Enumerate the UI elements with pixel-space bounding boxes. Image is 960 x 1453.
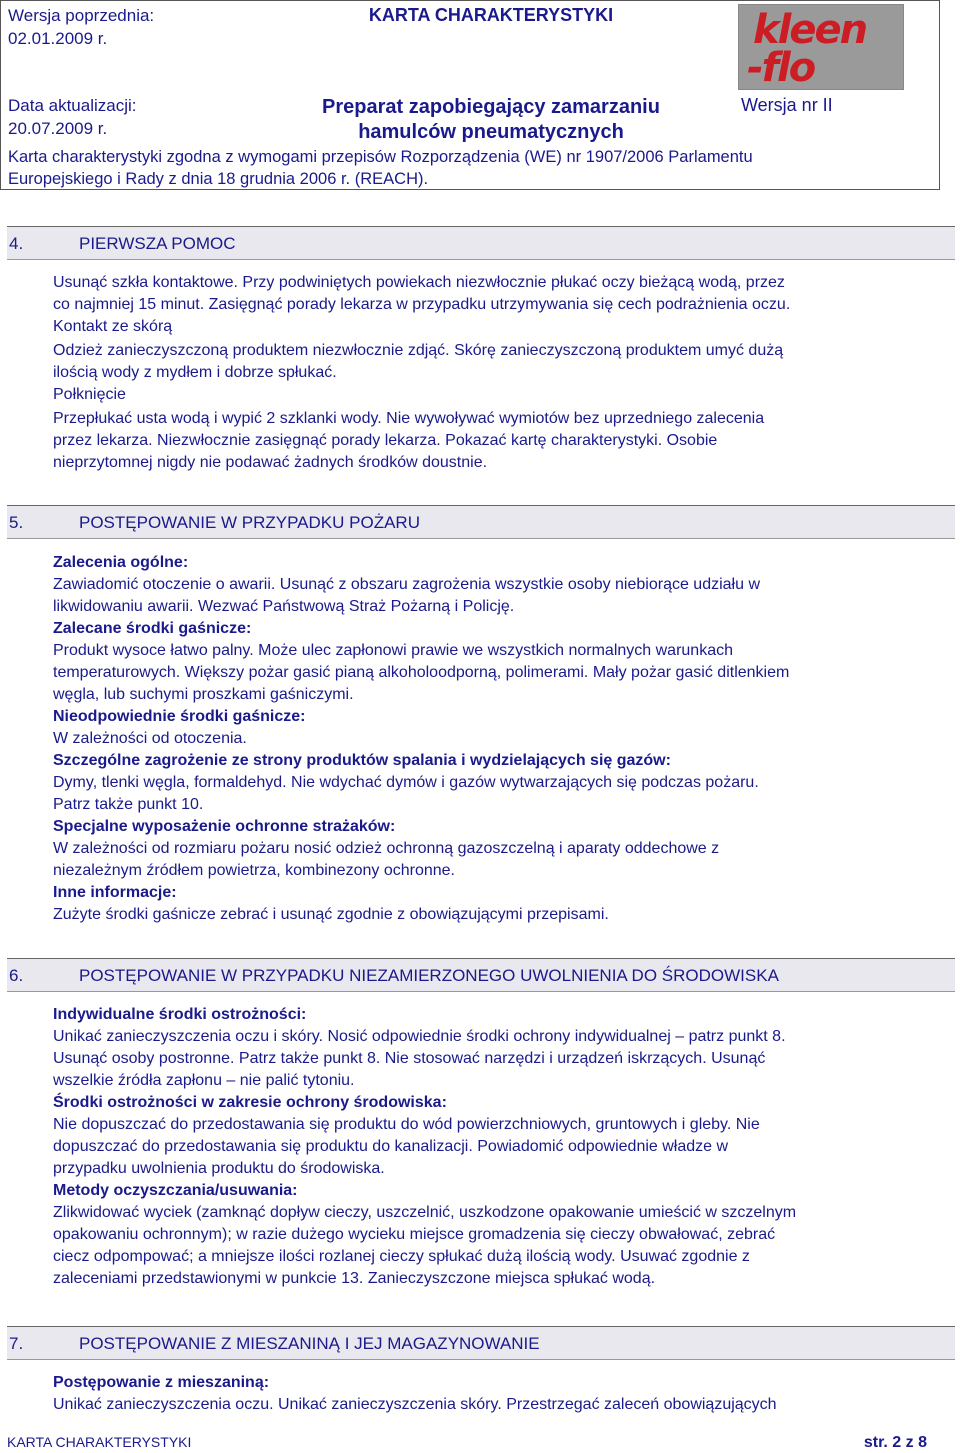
other-information-title: Inne informacje:	[53, 884, 177, 901]
section-7-title: POSTĘPOWANIE Z MIESZANINĄ I JEJ MAGAZYNOWANIE	[79, 1334, 540, 1353]
version-number: Wersja nr II	[741, 95, 833, 115]
paragraph-line: ciecz odpompować; a mniejsze ilości rozlanej cieczy spłukać dużą ilością wody. Usuwać zgodnie z	[53, 1248, 750, 1265]
paragraph-line: Zawiadomić otoczenie o awarii. Usunąć z obszaru zagrożenia wszystkie osoby niebiorące udziału w	[53, 576, 761, 593]
paragraph-line: temperaturowych. Większy pożar gasić pianą alkoholoodporną, polimerami. Mały pożar gasić ditlenkiem	[53, 664, 790, 681]
general-recommendations-title: Zalecenia ogólne:	[53, 554, 189, 571]
paragraph-line: Unikać zanieczyszczenia oczu. Unikać zanieczyszczenia skóry. Przestrzegać zaleceń obowiązujących	[53, 1396, 777, 1413]
cleanup-methods-title: Metody oczyszczania/usuwania:	[53, 1182, 298, 1199]
updated-date: 20.07.2009 r.	[8, 119, 108, 138]
compliance-line-2: Europejskiego i Rady z dnia 18 grudnia 2006 r. (REACH).	[8, 170, 429, 188]
logo-line-2: -flo	[747, 45, 815, 91]
kleen-flo-logo	[738, 4, 904, 90]
paragraph-line: Przepłukać usta wodą i wypić 2 szklanki wody. Nie wywoływać wymiotów bez uprzedniego zalecenia	[53, 410, 765, 427]
section-5-title: POSTĘPOWANIE W PRZYPADKU POŻARU	[79, 513, 420, 532]
document-header	[0, 0, 940, 190]
environmental-precautions-title: Środki ostrożności w zakresie ochrony środowiska:	[53, 1094, 447, 1111]
prev-version-date: 02.01.2009 r.	[8, 29, 108, 48]
paragraph-line: W zależności od otoczenia.	[53, 730, 247, 747]
paragraph-line: zaleceniami przedstawionymi w punkcie 13. Zanieczyszczone miejsca spłukać wodą.	[53, 1270, 656, 1287]
section-6-header	[7, 958, 955, 992]
section-7-number: 7.	[9, 1334, 24, 1353]
section-7-body	[53, 1372, 943, 1416]
handling-title: Postępowanie z mieszaniną:	[53, 1374, 270, 1391]
paragraph-line: likwidowaniu awarii. Wezwać Państwową Straż Pożarną i Policję.	[53, 598, 515, 615]
extinguishing-agents-title: Zalecane środki gaśnicze:	[53, 620, 252, 637]
paragraph-line: Dymy, tlenki węgla, formaldehyd. Nie wdychać dymów i gazów wytwarzających się podczas pożaru.	[53, 774, 759, 791]
section-4-title: PIERWSZA POMOC	[79, 234, 236, 253]
paragraph-line: ilością wody z mydłem i dobrze spłukać.	[53, 364, 337, 381]
product-name-line-2: hamulców pneumatycznych	[358, 121, 624, 143]
logo-line-1: kleen	[753, 7, 867, 53]
paragraph-line: węgla, lub suchymi proszkami gaśniczymi.	[53, 686, 354, 703]
paragraph-line: W zależności od rozmiaru pożaru nosić odzież ochronną gazoszczelną i aparaty oddechowe z	[53, 840, 720, 857]
section-5-number: 5.	[9, 513, 24, 532]
paragraph-line: Unikać zanieczyszczenia oczu i skóry. Nosić odpowiednie środki ochrony indywidualnej – patrz punkt 8.	[53, 1028, 786, 1045]
paragraph-line: przez lekarza. Niezwłocznie zasięgnąć porady lekarza. Pokazać kartę charakterystyki. Osobie	[53, 432, 718, 449]
paragraph-line: wszelkie źródła zapłonu – nie palić tytoniu.	[53, 1072, 355, 1089]
section-4-number: 4.	[9, 234, 24, 253]
section-6-title: POSTĘPOWANIE W PRZYPADKU NIEZAMIERZONEGO UWOLNIENIA DO ŚRODOWISKA	[79, 966, 779, 985]
footer-doc-type: KARTA CHARAKTERYSTYKI	[7, 1434, 192, 1450]
section-4-header	[7, 226, 955, 260]
paragraph-line: Zużyte środki gaśnicze zebrać i usunąć zgodnie z obowiązującymi przepisami.	[53, 906, 609, 923]
page-number: str. 2 z 8	[863, 1434, 927, 1451]
section-6-number: 6.	[9, 966, 24, 985]
personal-precautions-title: Indywidualne środki ostrożności:	[53, 1006, 307, 1023]
swallowing-title: Połknięcie	[53, 386, 126, 403]
section-6-body	[53, 1004, 943, 1290]
page-footer	[7, 1434, 927, 1450]
paragraph-line: niezależnym źródłem powietrza, kombinezony ochronne.	[53, 862, 455, 879]
skin-contact-title: Kontakt ze skórą	[53, 318, 173, 335]
paragraph-line: Nie dopuszczać do przedostawania się produktu do wód powierzchniowych, gruntowych i gleby. Nie	[53, 1116, 760, 1133]
section-7-header	[7, 1326, 955, 1360]
paragraph-line: Usunąć szkła kontaktowe. Przy podwiniętych powiekach niezwłocznie płukać oczy bieżącą wodą, przez	[53, 274, 785, 291]
paragraph-line: Produkt wysoce łatwo palny. Może ulec zapłonowi prawie we wszystkich normalnych warunkach	[53, 642, 733, 659]
paragraph-line: Zlikwidować wyciek (zamknąć dopływ cieczy, uszczelnić, uszkodzone opakowanie umieścić w szczelnym	[53, 1204, 797, 1221]
section-4-body	[53, 272, 943, 474]
section-5-body	[53, 552, 943, 926]
paragraph-line: nieprzytomnej nigdy nie podawać żadnych środków doustnie.	[53, 454, 488, 471]
paragraph-line: co najmniej 15 minut. Zasięgnąć porady lekarza w przypadku utrzymywania się cech podrażnienia oczu.	[53, 296, 791, 313]
protective-equipment-title: Specjalne wyposażenie ochronne strażaków:	[53, 818, 396, 835]
paragraph-line: Odzież zanieczyszczoną produktem niezwłocznie zdjąć. Skórę zanieczyszczoną produktem umyć dużą	[53, 342, 784, 359]
paragraph-line: przypadku uwolnienia produktu do środowiska.	[53, 1160, 385, 1177]
section-5-header	[7, 505, 955, 539]
combustion-hazards-title: Szczególne zagrożenie ze strony produktów spalania i wydzielających się gazów:	[53, 752, 671, 769]
unsuitable-agents-title: Nieodpowiednie środki gaśnicze:	[53, 708, 306, 725]
updated-label: Data aktualizacji:	[8, 96, 137, 115]
paragraph-line: Patrz także punkt 10.	[53, 796, 204, 813]
compliance-line-1: Karta charakterystyki zgodna z wymogami przepisów Rozporządzenia (WE) nr 1907/2006 Parlamentu	[8, 148, 753, 166]
doc-type-title: KARTA CHARAKTERYSTYKI	[368, 5, 614, 25]
prev-version-label: Wersja poprzednia:	[8, 6, 155, 25]
paragraph-line: dopuszczać do przedostawania się produktu do kanalizacji. Powiadomić odpowiednie władze w	[53, 1138, 729, 1155]
product-name-line-1: Preparat zapobiegający zamarzaniu	[322, 96, 660, 118]
paragraph-line: opakowaniu ochronnym); w razie dużego wycieku miejsce gromadzenia się cieczy obwałować, zebrać	[53, 1226, 776, 1243]
paragraph-line: Usunąć osoby postronne. Patrz także punkt 8. Nie stosować narzędzi i urządzeń iskrzących. Usunąć	[53, 1050, 766, 1067]
